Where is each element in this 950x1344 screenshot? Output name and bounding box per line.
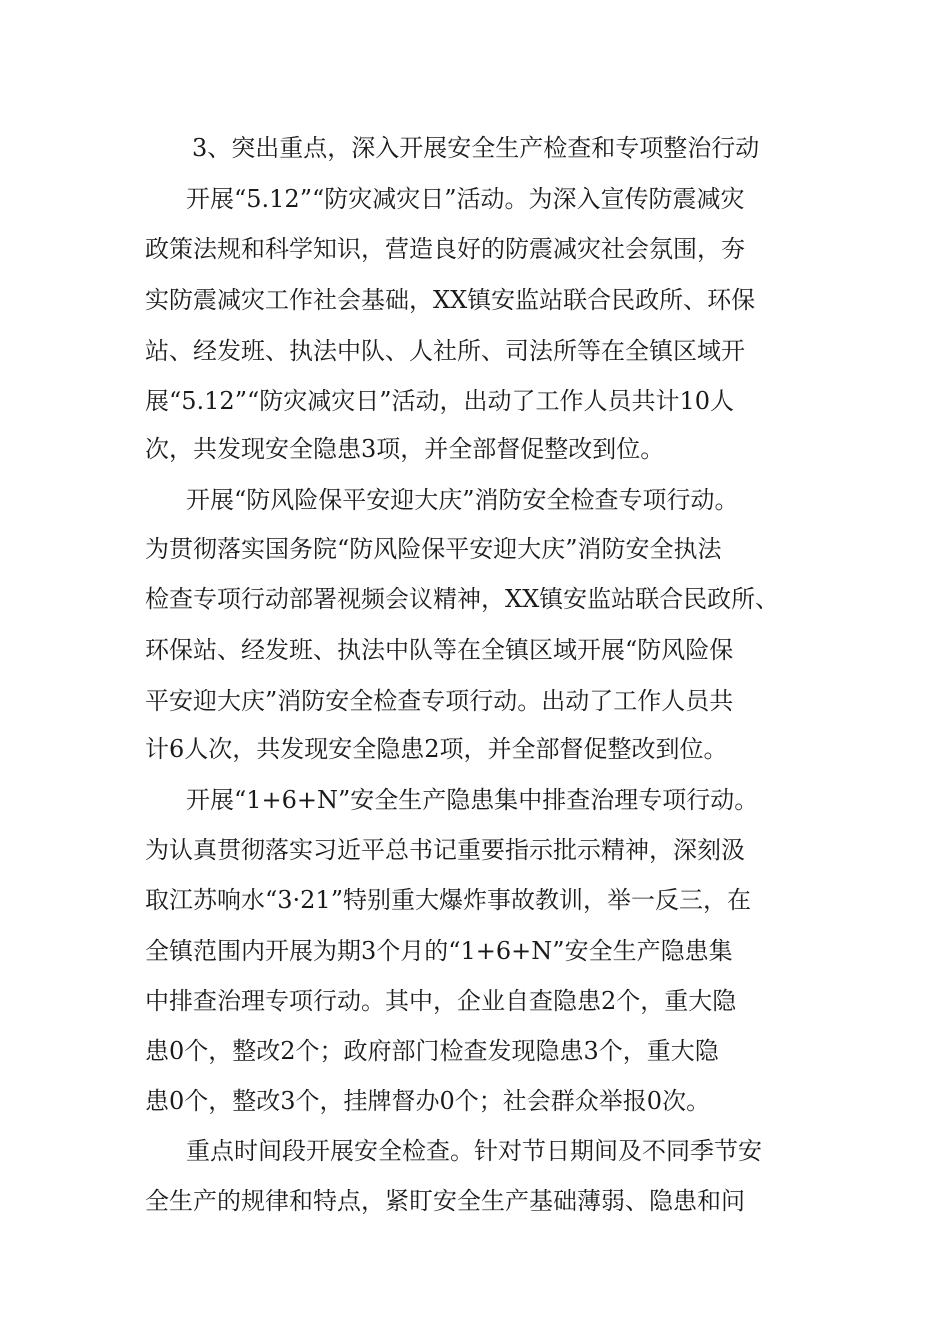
section-heading: 3、突出重点，深入开展安全生产检查和专项整治行动 [192, 134, 760, 162]
paragraph-line: 平安迎大庆”消防安全检查专项行动。出动了工作人员共 [145, 687, 734, 715]
paragraph-line: 重点时间段开展安全检查。针对节日期间及不同季节安 [186, 1137, 762, 1165]
paragraph-line: 次，共发现安全隐患3项，并全部督促整改到位。 [145, 435, 665, 463]
paragraph-line: 为认真贯彻落实习近平总书记重要指示批示精神，深刻汲 [145, 836, 745, 864]
paragraph-line: 开展“防风险保平安迎大庆”消防安全检查专项行动。 [186, 486, 739, 514]
paragraph-line: 开展“5.12”“防灾减灾日”活动。为深入宣传防震减灾 [186, 185, 745, 213]
paragraph-line: 检查专项行动部署视频会议精神，XX镇安监站联合民政所、 [145, 585, 780, 613]
paragraph-line: 政策法规和科学知识，营造良好的防震减灾社会氛围，夯 [145, 235, 745, 263]
paragraph-line: 实防震减灾工作社会基础，XX镇安监站联合民政所、环保 [145, 286, 756, 314]
paragraph-line: 站、经发班、执法中队、人社所、司法所等在全镇区域开 [145, 337, 745, 365]
paragraph-line: 环保站、经发班、执法中队等在全镇区域开展“防风险保 [145, 636, 734, 664]
paragraph-line: 开展“1+6+N”安全生产隐患集中排查治理专项行动。 [186, 786, 759, 814]
paragraph-line: 取江苏响水“3·21”特别重大爆炸事故教训，举一反三，在 [145, 886, 751, 914]
paragraph-line: 患0个，整改2个；政府部门检查发现隐患3个，重大隐 [145, 1037, 719, 1065]
paragraph-line: 中排查治理专项行动。其中，企业自查隐患2个，重大隐 [145, 987, 737, 1015]
paragraph-line: 为贯彻落实国务院“防风险保平安迎大庆”消防安全执法 [145, 535, 722, 563]
paragraph-line: 全镇范围内开展为期3个月的“1+6+N”安全生产隐患集 [145, 937, 733, 965]
paragraph-line: 计6人次，共发现安全隐患2项，并全部督促整改到位。 [145, 735, 728, 763]
paragraph-line: 全生产的规律和特点，紧盯安全生产基础薄弱、隐患和问 [145, 1187, 745, 1215]
paragraph-line: 展“5.12”“防灾减灾日”活动，出动了工作人员共计10人 [145, 387, 735, 415]
paragraph-line: 患0个，整改3个，挂牌督办0个；社会群众举报0次。 [145, 1087, 711, 1115]
